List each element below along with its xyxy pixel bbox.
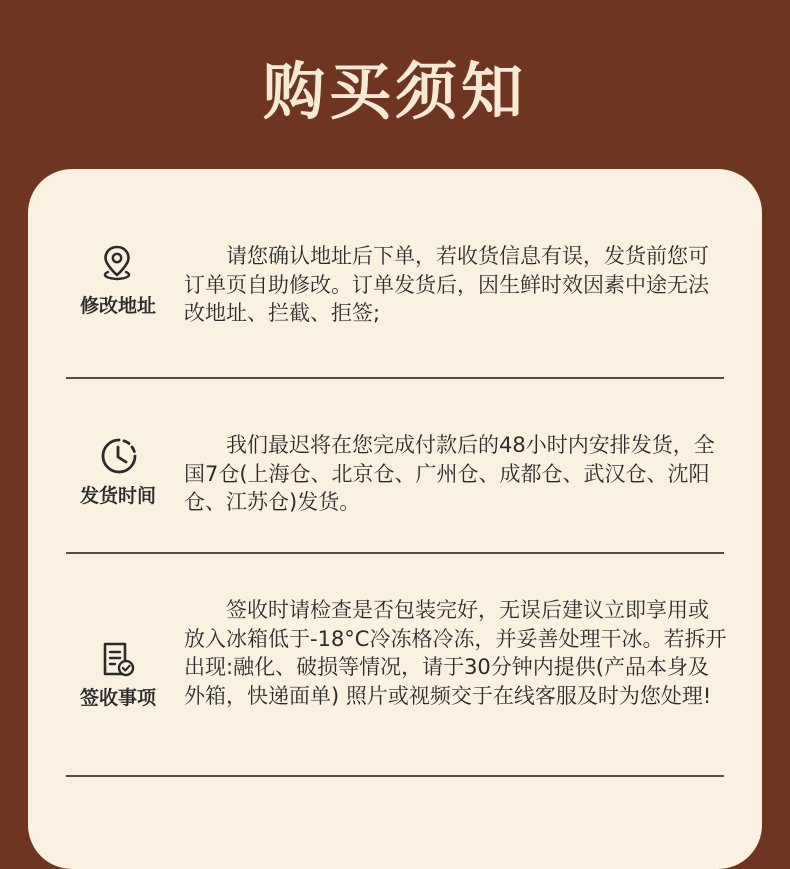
divider [66,552,724,554]
section-label-receipt-notes: 签收事项 [79,687,156,709]
section-label-shipping-time: 发货时间 [79,485,156,507]
document-check-icon [100,640,134,680]
section-text-shipping-time: 我们最迟将在您完成付款后的48小时内安排发货，全国7仓(上海仓、北京仓、广州仓、成都仓、武汉仓、沈阳仓、江苏仓)发货。 [184,433,715,514]
section-text-address: 请您确认地址后下单，若收货信息有误，发货前您可订单页自助修改。订单发货后，因生鲜时效因素中途无法改地址、拦截、拒签; [184,244,709,325]
divider [66,775,724,777]
notice-card [28,169,762,869]
section-text-receipt-notes: 签收时请检查是否包装完好，无误后建议立即享用或放入冰箱低于-18°C冷冻格冷冻，并妥善处理干冰。若拆开出现:融化、破损等情况，请于30分钟内提供(产品本身及外箱，快递面单) 照片或视频交于在线客服及时为您处理! [184,598,727,708]
section-label-address: 修改地址 [79,295,156,317]
clock-icon [100,437,134,477]
page-title: 购买须知 [262,55,527,128]
location-pin-icon [100,243,134,283]
divider [66,377,724,379]
